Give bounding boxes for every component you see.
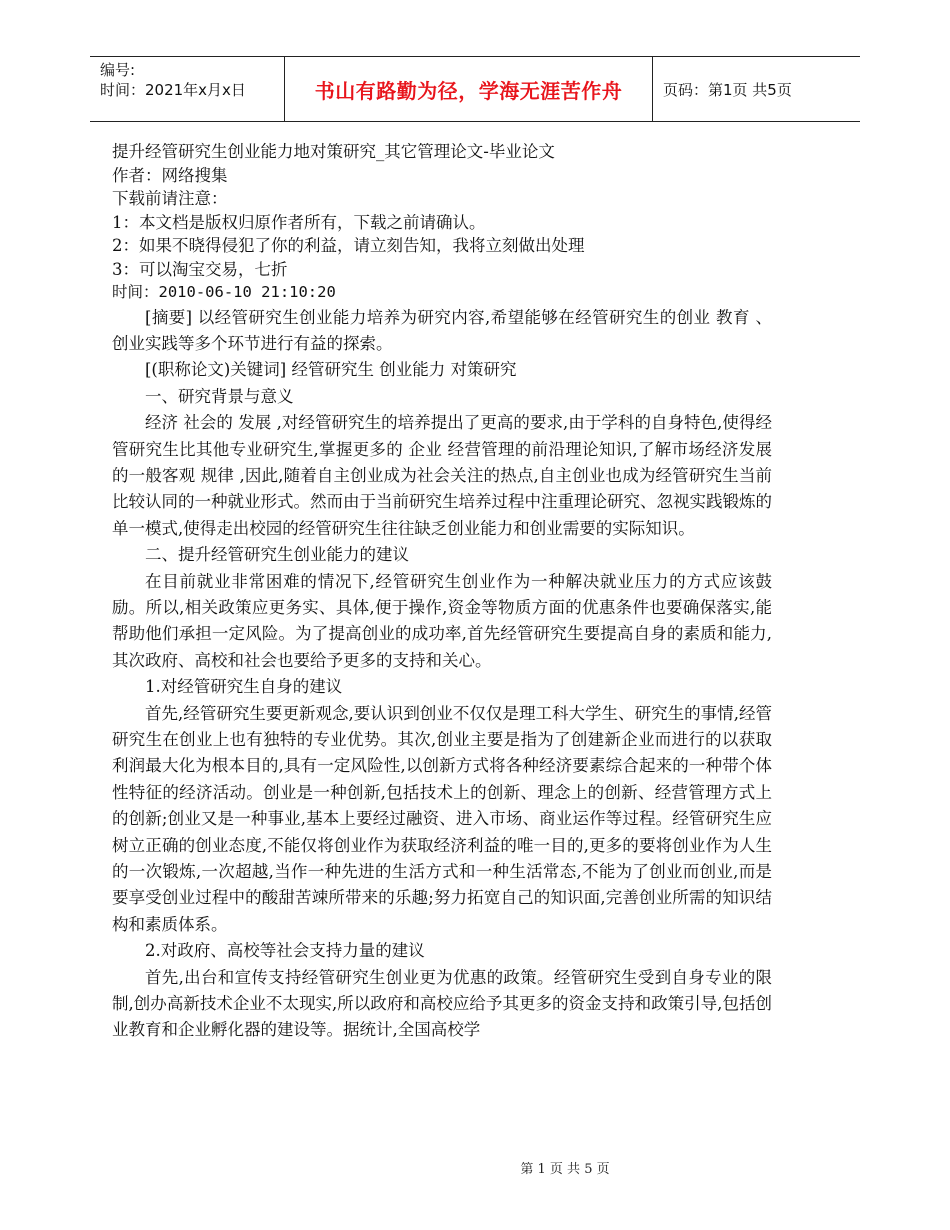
section-heading-2: 二、提升经管研究生创业能力的建议 xyxy=(145,545,409,565)
page-header xyxy=(90,56,860,122)
document-time-label: 时间：2021年x月x日 xyxy=(100,81,246,99)
notice-item-2: 2：如果不晓得侵犯了你的利益，请立刻告知，我将立刻做出处理 xyxy=(112,236,585,255)
abstract: [摘要] 以经管研究生创业能力培养为研究内容,希望能够在经管研究生的创业 教育 、创业实践等多个环节进行有益的探索。 xyxy=(112,307,772,353)
section-paragraph-2: 在目前就业非常困难的情况下,经管研究生创业作为一种解决就业压力的方式应该鼓励。所以,相关政策应更务实、具体,便于操作,资金等物质方面的优惠条件也要确保落实,能帮助他们承担一定风险。为了提高创业的成功率,首先经管研究生要提高自身的素质和能力,其次政府、高校和社会也要给予更多的支持和关心。 xyxy=(112,571,772,670)
document-number-label: 编号: xyxy=(100,61,136,79)
notice-title: 下载前请注意： xyxy=(112,189,228,208)
document-title: 提升经管研究生创业能力地对策研究_其它管理论文-毕业论文 xyxy=(112,142,555,161)
keywords: [(职称论文)关键词] 经管研究生 创业能力 对策研究 xyxy=(145,360,517,380)
section-paragraph-1: 经济 社会的 发展 ,对经管研究生的培养提出了更高的要求,由于学科的自身特色,使得经管研究生比其他专业研究生,掌握更多的 企业 经营管理的前沿理论知识,了解市场经济发展的一般客观 规律 ,因此,随着自主创业成为社会关注的热点,自主创业也成为经管研究生当前比较认同的一种就业形式。然而由于当前研究生培养过程中注重理论研究、忽视实践锻炼的单一模式,使得走出校园的经管研究生往往缺乏创业能力和创业需要的实际知识。 xyxy=(112,413,772,538)
notice-item-3: 3：可以淘宝交易，七折 xyxy=(112,259,288,279)
document-body xyxy=(112,140,772,1044)
header-page-info: 页码：第1页 共5页 xyxy=(663,80,792,99)
subsection-heading-2: 2.对政府、高校等社会支持力量的建议 xyxy=(145,941,425,961)
document-time: 时间：2010-06-10 21:10:20 xyxy=(112,283,336,301)
subsection-paragraph-2: 首先,出台和宣传支持经管研究生创业更为优惠的政策。经管研究生受到自身专业的限制,创办高新技术企业不太现实,所以政府和高校应给予其更多的资金支持和政策引导,包括创业教育和企业孵化器的建设等。据统计,全国高校学 xyxy=(112,967,772,1040)
header-motto: 书山有路勤为径，学海无涯苦作舟 xyxy=(285,57,653,121)
document-author: 作者：网络搜集 xyxy=(112,165,228,185)
section-heading-1: 一、研究背景与意义 xyxy=(145,386,294,406)
page-footer: 第 1 页 共 5 页 xyxy=(520,1162,610,1177)
subsection-paragraph-1: 首先,经管研究生要更新观念,要认识到创业不仅仅是理工科大学生、研究生的事情,经管研究生在创业上也有独特的专业优势。其次,创业主要是指为了创建新企业而进行的以获取利润最大化为根本目的,具有一定风险性,以创新方式将各种经济要素综合起来的一种带个体性特征的经济活动。创业是一种创新,包括技术上的创新、理念上的创新、经营管理方式上的创新;创业又是一种事业,基本上要经过融资、进入市场、商业运作等过程。经管研究生应树立正确的创业态度,不能仅将创业作为获取经济利益的唯一目的,更多的要将创业作为人生的一次锻炼,一次超越,当作一种先进的生活方式和一种生活常态,不能为了创业而创业,而是要享受创业过程中的酸甜苦竦所带来的乐趣;努力拓宽自己的知识面,完善创业所需的知识结构和素质体系。 xyxy=(112,703,772,934)
subsection-heading-1: 1.对经管研究生自身的建议 xyxy=(145,677,343,697)
notice-item-1: 1：本文档是版权归原作者所有，下载之前请确认。 xyxy=(112,212,486,232)
header-meta xyxy=(90,57,285,121)
